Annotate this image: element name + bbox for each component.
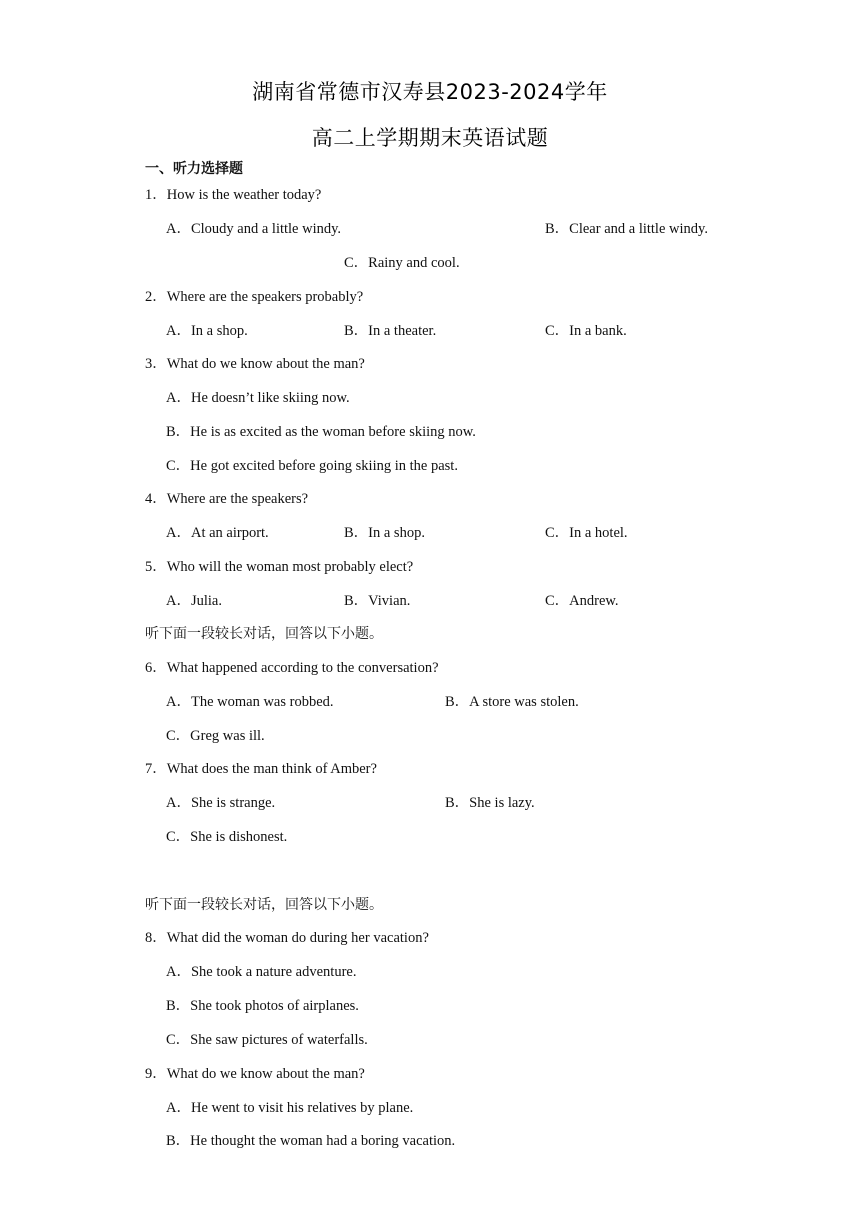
q6-option-b: B．A store was stolen. [445,694,579,710]
question-2 [145,288,363,306]
q7-option-a: A．She is strange. [166,795,276,811]
question-text: What do we know about the man? [166,356,365,372]
q4-option-b: B．In a shop. [344,525,425,541]
question-text: What does the man think of Amber? [166,761,377,777]
q9-option-a: A．He went to visit his relatives by plane. [166,1100,414,1116]
q8-option-b: B．She took photos of airplanes. [166,998,359,1014]
question-number: 8． [145,930,167,946]
q7-option-c: C．She is dishonest. [166,829,288,845]
question-number: 4． [145,491,167,507]
q1-option-c: C．Rainy and cool. [344,255,460,271]
q1-option-a: A．Cloudy and a little windy. [166,221,342,237]
q7-option-b: B．She is lazy. [445,795,535,811]
question-8 [145,929,429,947]
question-number: 7． [145,761,167,777]
q8-option-a: A．She took a nature adventure. [166,964,357,980]
question-1 [145,186,321,204]
question-7 [145,760,377,778]
q4-option-c: C．In a hotel. [545,525,628,541]
question-text: Where are the speakers probably? [166,289,364,305]
q1-option-b: B．Clear and a little windy. [545,221,708,237]
section-heading-listening: 一、听力选择题 [145,161,243,177]
q6-option-c: C．Greg was ill. [166,728,265,744]
question-text: Who will the woman most probably elect? [166,559,414,575]
question-text: What did the woman do during her vacation? [166,930,429,946]
q2-option-c: C．In a bank. [545,323,627,339]
question-6 [145,659,439,677]
question-number: 3． [145,356,167,372]
q3-option-b: B．He is as excited as the woman before skiing now. [166,424,476,440]
instruction-long-dialogue-2: 听下面一段较长对话，回答以下小题。 [145,897,383,913]
q5-option-c: C．Andrew. [545,593,619,609]
q5-option-a: A．Julia. [166,593,222,609]
question-text: What do we know about the man? [166,1066,365,1082]
title-line-1: 湖南省常德市汉寿县2023-2024学年 [252,80,608,104]
question-3 [145,355,365,373]
question-number: 1． [145,187,167,203]
question-text: How is the weather today? [166,187,322,203]
q9-option-b: B．He thought the woman had a boring vacation. [166,1133,456,1149]
q3-option-a: A．He doesn’t like skiing now. [166,390,350,406]
q6-option-a: A．The woman was robbed. [166,694,334,710]
q5-option-b: B．Vivian. [344,593,411,609]
instruction-long-dialogue: 听下面一段较长对话，回答以下小题。 [145,626,383,642]
question-5 [145,558,413,576]
question-text: Where are the speakers? [166,491,309,507]
question-number: 2． [145,289,167,305]
question-text: What happened according to the conversation? [166,660,439,676]
title-line-2: 高二上学期期末英语试题 [311,126,549,150]
q2-option-a: A．In a shop. [166,323,248,339]
question-4 [145,490,308,508]
question-number: 9． [145,1066,167,1082]
question-number: 5． [145,559,167,575]
question-number: 6． [145,660,167,676]
question-9 [145,1065,365,1083]
q4-option-a: A．At an airport. [166,525,269,541]
q8-option-c: C．She saw pictures of waterfalls. [166,1032,368,1048]
q3-option-c: C．He got excited before going skiing in the past. [166,458,458,474]
q2-option-b: B．In a theater. [344,323,437,339]
